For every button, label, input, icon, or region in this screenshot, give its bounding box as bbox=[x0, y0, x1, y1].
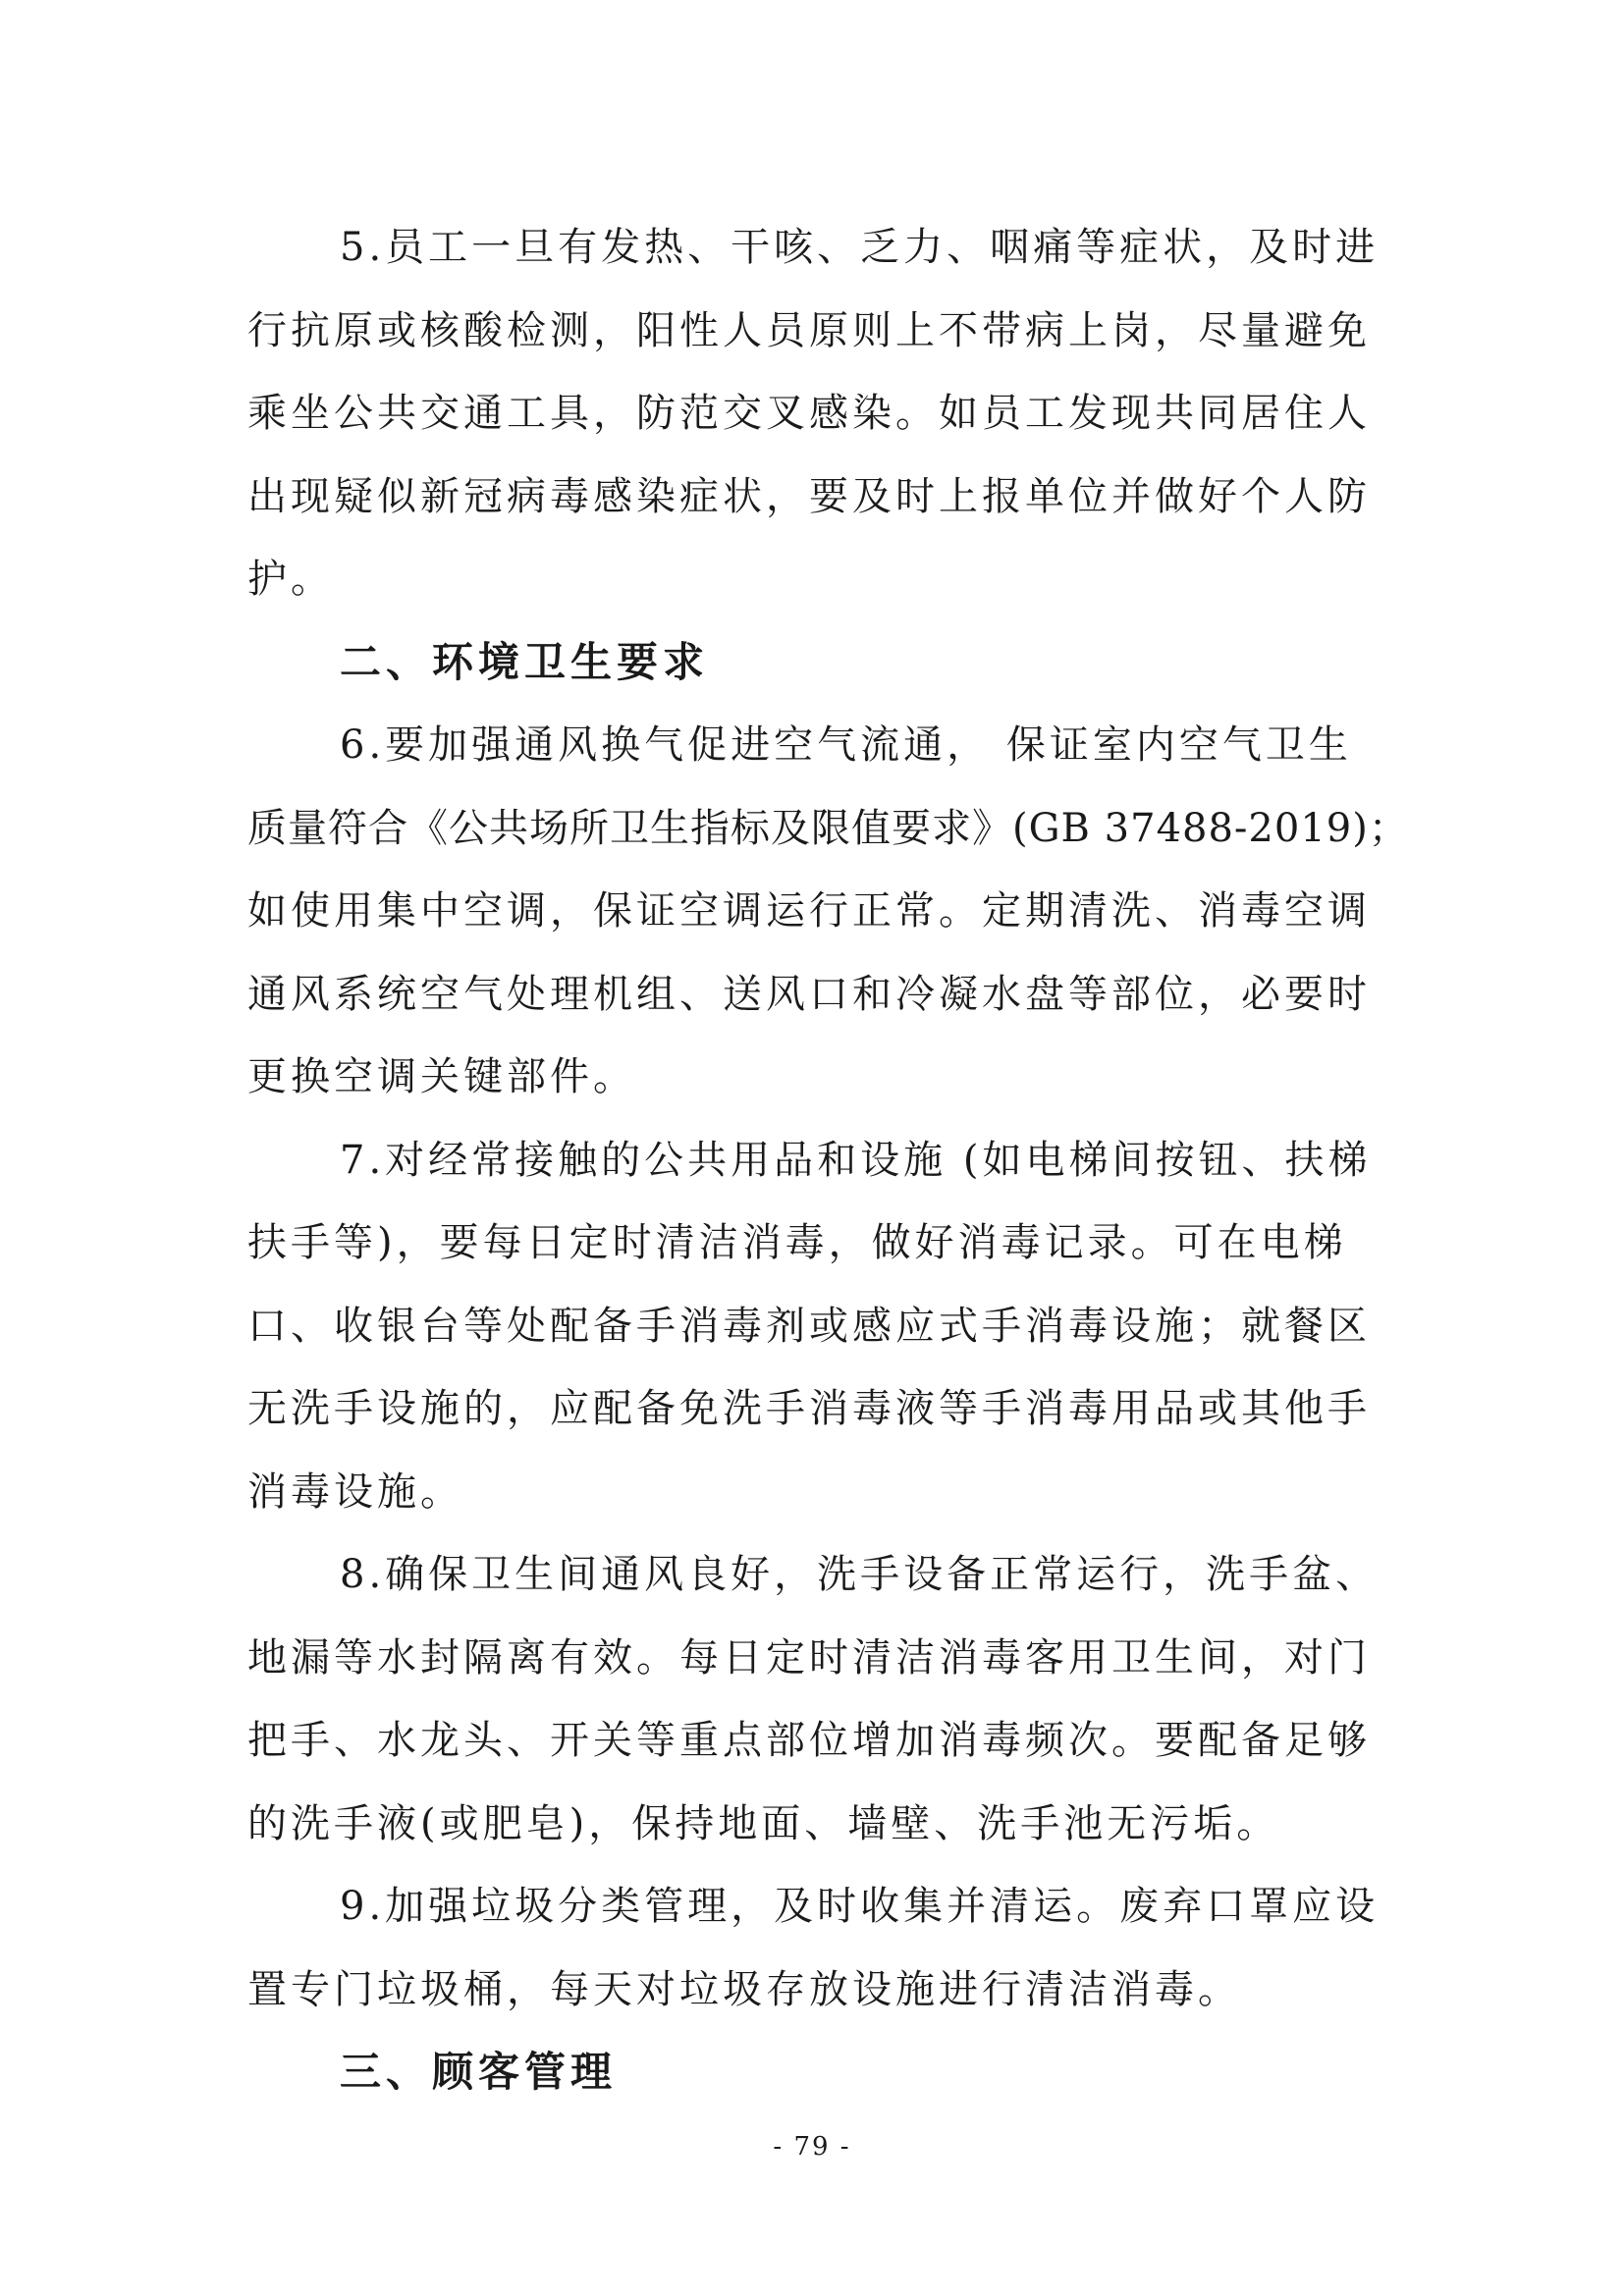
section-heading-environment: 二、环境卫生要求 bbox=[340, 638, 710, 686]
paragraph-8-line-1: 8.确保卫生间通风良好，洗手设备正常运行，洗手盆、 bbox=[340, 1552, 1380, 1597]
paragraph-7-line-5: 消毒设施。 bbox=[247, 1469, 463, 1515]
paragraph-9-line-2: 置专门垃圾桶，每天对垃圾存放设施进行清洁消毒。 bbox=[247, 1967, 1241, 2012]
page-number: - 79 - bbox=[773, 2132, 851, 2162]
paragraph-5-line-4: 出现疑似新冠病毒感染症状，要及时上报单位并做好个人防 bbox=[247, 474, 1371, 519]
paragraph-5-line-3: 乘坐公共交通工具，防范交叉感染。如员工发现共同居住人 bbox=[247, 391, 1371, 436]
paragraph-6-line-3: 如使用集中空调，保证空调运行正常。定期清洗、消毒空调 bbox=[247, 888, 1371, 934]
paragraph-6-line-4: 通风系统空气处理机组、送风口和冷凝水盘等部位，必要时 bbox=[247, 972, 1371, 1017]
paragraph-6-line-2: 质量符合《公共场所卫生指标及限值要求》(GB 37488-2019)； bbox=[247, 806, 1409, 851]
paragraph-6-line-1: 6.要加强通风换气促进空气流通， 保证室内空气卫生 bbox=[340, 722, 1352, 768]
paragraph-5-line-5: 护。 bbox=[247, 557, 334, 602]
paragraph-9-line-1: 9.加强垃圾分类管理，及时收集并清运。废弃口罩应设 bbox=[340, 1884, 1380, 1929]
paragraph-8-line-2: 地漏等水封隔离有效。每日定时清洁消毒客用卫生间，对门 bbox=[247, 1635, 1371, 1681]
paragraph-5-line-1: 5.员工一旦有发热、干咳、乏力、咽痛等症状，及时进 bbox=[340, 225, 1380, 270]
paragraph-5-line-2: 行抗原或核酸检测，阳性人员原则上不带病上岗，尽量避免 bbox=[247, 308, 1371, 353]
paragraph-8-line-4: 的洗手液(或肥皂)，保持地面、墙壁、洗手池无污垢。 bbox=[247, 1801, 1280, 1846]
paragraph-7-line-4: 无洗手设施的，应配备免洗手消毒液等手消毒用品或其他手 bbox=[247, 1386, 1371, 1431]
paragraph-7-line-2: 扶手等)，要每日定时清洁消毒，做好消毒记录。可在电梯 bbox=[247, 1220, 1347, 1265]
paragraph-8-line-3: 把手、水龙头、开关等重点部位增加消毒频次。要配备足够 bbox=[247, 1718, 1371, 1763]
paragraph-7-line-3: 口、收银台等处配备手消毒剂或感应式手消毒设施；就餐区 bbox=[247, 1304, 1371, 1349]
paragraph-7-line-1: 7.对经常接触的公共用品和设施 (如电梯间按钮、扶梯 bbox=[340, 1138, 1372, 1183]
section-heading-customer: 三、顾客管理 bbox=[340, 2048, 618, 2096]
paragraph-6-line-5: 更换空调关键部件。 bbox=[247, 1054, 636, 1099]
